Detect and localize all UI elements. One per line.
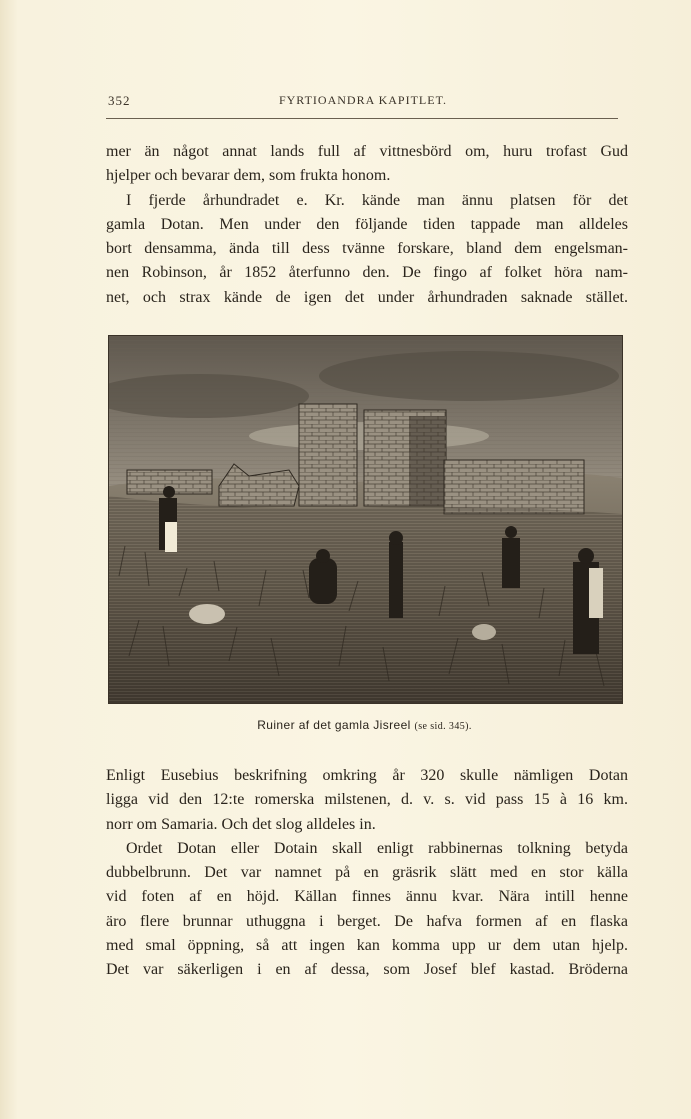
text-line: Det var säkerligen i en af dessa, som Josef blef kastad. Bröderna [106, 961, 628, 979]
text-line: med smal öppning, så att ingen kan komma upp ur dem utan hjelp. [106, 937, 628, 955]
text-line: norr om Samaria. Och det slog alldeles in. [106, 815, 376, 833]
text-line: Enligt Eusebius beskrifning omkring år 320 skulle nämligen Dotan [106, 767, 628, 784]
bottom-paragraph [106, 764, 628, 983]
page-header [108, 93, 618, 113]
text-line: bort densamma, ända till dess tvänne forskare, bland dem engelsman- [106, 240, 628, 258]
top-paragraph [106, 140, 628, 310]
page-number: 352 [108, 93, 131, 108]
header-rule [106, 118, 618, 119]
caption-page-reference: (se sid. 345). [414, 721, 472, 732]
text-line: nen Robinson, år 1852 återfunno den. De fingo af folket höra nam- [106, 264, 628, 282]
ruins-engraving [109, 336, 622, 703]
text-line: äro flere brunnar uthuggna i berget. De hafva formen af en flaska [106, 912, 628, 930]
ruins-illustration [108, 335, 623, 704]
text-line: net, och strax kände de igen det under århundraden saknade stället. [106, 288, 628, 306]
caption-text: Ruiner af det gamla Jisreel [257, 718, 411, 732]
text-line: hjelper och bevarar dem, som frukta honom. [106, 167, 391, 185]
text-line: gamla Dotan. Men under den följande tiden tappade man alldeles [106, 215, 628, 233]
text-line: I fjerde århundradet e. Kr. kände man ännu platsen för det [126, 191, 628, 209]
text-line: ligga vid den 12:te romerska milstenen, d. v. s. vid pass 15 à 16 km. [106, 791, 628, 809]
text-line: Ordet Dotan eller Dotain skall enligt rabbinernas tolkning betyda [126, 839, 628, 857]
text-line: vid foten af en höjd. Källan finnes ännu kvar. Nära intill henne [106, 888, 628, 906]
text-line: dubbelbrunn. Det var namnet på en gräsrik slätt med en stor källa [106, 864, 628, 882]
figure-caption [108, 718, 621, 732]
text-line: mer än något annat lands full af vittnesbörd om, huru trofast Gud [106, 143, 628, 160]
running-title: FYRTIOANDRA KAPITLET. [278, 93, 448, 107]
